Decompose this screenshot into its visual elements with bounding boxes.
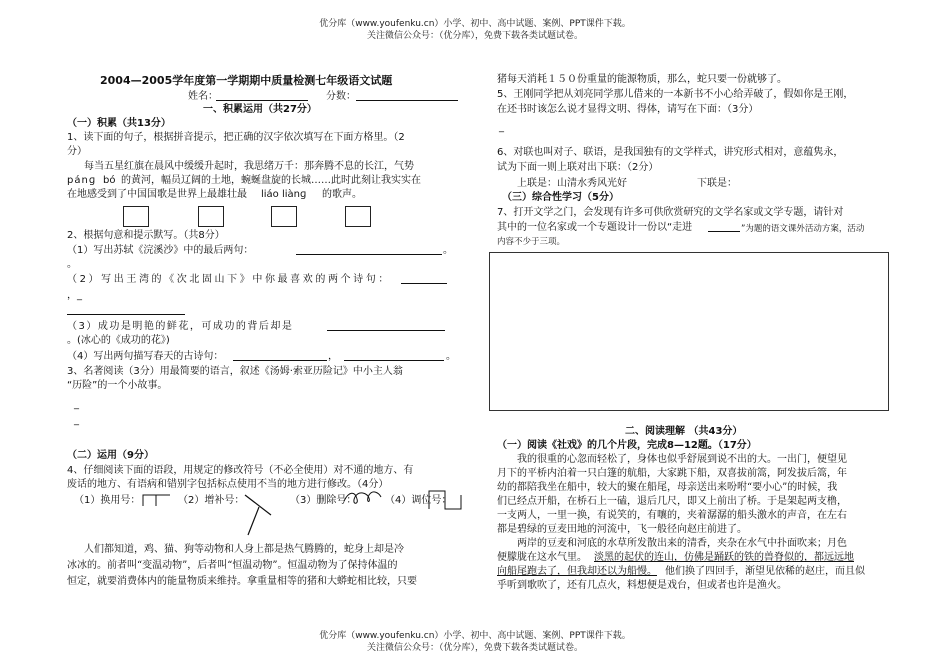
q5-answer-line[interactable]: _ <box>499 122 504 133</box>
question-4-cont: 废话的地方、有语病和错别字包括标点使用不当的地方进行修改。（4分） <box>67 479 389 490</box>
question-5: 5、王刚同学把从刘亮同学那儿借来的一本新书不小心给弄破了，假如你是王刚， <box>497 89 854 100</box>
passage-2-line-3b: 他们换了四回手，渐望见依稀的赵庄，而且似 <box>665 566 865 577</box>
question-2-2: （2）写出王湾的《次北固山下》中你最喜欢的两个诗句： <box>67 274 391 285</box>
insert-mark-icon <box>243 493 275 537</box>
q4-passage-line-4: 猪每天消耗１５０份重量的能源物质，那么，蛇只要一份就够了。 <box>497 74 787 85</box>
answer-box-3[interactable] <box>271 206 297 227</box>
part-1-heading: （一）积累（共13分） <box>67 118 171 129</box>
symbol-insert-label: （2）增补号： <box>178 495 245 506</box>
score-field[interactable] <box>356 89 458 101</box>
question-5-cont: 在还书时该怎么说才显得文明、得体，请写在下面：（3分） <box>497 104 759 115</box>
replace-mark-icon <box>142 493 172 507</box>
symbol-transpose-label: （4）调位号： <box>385 495 452 506</box>
question-7-cont: 其中的一位名家或一个专题设计一份以“走进 <box>497 222 693 233</box>
question-1: 1、读下面的句子，根据拼音提示，把正确的汉字依次填写在下面方格里。（2 <box>67 132 405 143</box>
name-label: 姓名： <box>188 91 218 102</box>
q2-4-answer-field-1[interactable] <box>233 349 327 361</box>
answer-box-1[interactable] <box>123 206 149 227</box>
question-6: 6、对联也叫对子、联语，是我国独有的文学样式，讲究形式相对，意蕴隽永， <box>497 147 844 158</box>
question-2-4: （4）写出两句描写春天的古诗句： <box>67 351 224 362</box>
footer-line-2: 关注微信公众号：（优分库），免费下载各类试题试卷。 <box>366 643 583 653</box>
q2-2-comma: ，_ <box>67 290 82 301</box>
question-2-3-source: 。(冰心的《成功的花》) <box>67 335 170 346</box>
q3-answer-line-2[interactable]: _ <box>74 415 79 426</box>
passage-1-line-3: 幼的都陪我坐在船中，较大的聚在船尾，母亲送出来吩咐“要小心”的时候，我 <box>497 482 838 493</box>
q2-2-answer-field-1[interactable] <box>401 272 447 284</box>
part-2-heading: （二）运用（9分） <box>67 450 154 461</box>
passage-2-underlined-1: 淡黑的起伏的连山，仿佛是踊跃的铁的兽脊似的，都远远地 <box>594 552 854 563</box>
q4-passage-line-1: 人们都知道，鸡、猫、狗等动物和人身上都是热气腾腾的，蛇身上却是冷 <box>84 544 404 555</box>
section-2-heading: 二、阅读理解 （共43分） <box>625 426 743 437</box>
part-4-heading: （一）阅读《社戏》的几个片段，完成8—12题。（17分） <box>497 440 757 451</box>
passage-1-line-5: 一支两人，一里一换，有说笑的，有嚷的，夹着潺潺的船头激水的声音，在左右 <box>497 510 847 521</box>
q4-passage-line-3: 恒定，就要消费体内的能量物质来维持。拿重量相等的猪和大蟒蛇相比较，只要 <box>67 576 417 587</box>
q1-passage-line-2: 的黄河，幅员辽阔的土地，蜿蜒盘旋的长城……此时此刻让我实实在 <box>121 175 421 186</box>
q1-passage-line-3b: 的歌声。 <box>322 189 362 200</box>
answer-box-2[interactable] <box>198 206 224 227</box>
question-7-cont-2: ”为题的语文课外活动方案，活动 <box>741 224 865 234</box>
passage-2-line-2a: 便朦胧在这水气里。 <box>497 552 587 563</box>
question-2-3: （3）成功是明艳的鲜花，可成功的背后却是 <box>67 321 294 332</box>
question-2-1: （1）写出苏轼《浣溪沙》中的最后两句： <box>67 245 254 256</box>
q1-pinyin-liaoliang: liáo liànɡ <box>261 189 307 200</box>
delete-mark-icon <box>343 489 383 507</box>
question-6-cont: 试为下面一则上联对出下联：（2分） <box>497 162 659 173</box>
passage-2-line-1: 两岸的豆麦和河底的水草所发散出来的清香，夹杂在水气中扑面吹来；月色 <box>517 538 847 549</box>
footer-line-1: 优分库（www.youfenku.cn）小学、初中、高中试题、案例、PPT课件下载。 <box>319 631 631 641</box>
header-line-2: 关注微信公众号：（优分库），免费下载各类试题试卷。 <box>366 31 583 41</box>
q2-4-period: 。 <box>446 351 456 362</box>
q2-1-period-2: 。 <box>67 259 77 270</box>
q1-passage-line-3a: 在地感受到了中国国歌是世界上最雄壮最 <box>67 189 247 200</box>
lower-couplet-label: 下联是： <box>697 178 737 189</box>
answer-box-4[interactable] <box>345 206 371 227</box>
q2-1-answer-field[interactable] <box>296 243 442 255</box>
passage-1-line-4: 们已经点开船，在桥石上一磕，退后几尺，即又上前出了桥。于是架起两支橹， <box>497 496 847 507</box>
passage-1-line-2: 月下的平桥内泊着一只白篷的航船，大家跳下船，双喜拔前篙，阿发拔后篙，年 <box>497 468 847 479</box>
activity-plan-answer-box[interactable] <box>489 252 889 411</box>
passage-2-line-4: 乎听到歌吹了，还有几点火，料想便是戏台，但或者也许是渔火。 <box>497 580 787 591</box>
question-2: 2、根据句意和提示默写。（共8分） <box>67 230 225 241</box>
upper-couplet: 上联是：山清水秀风光好 <box>517 178 627 189</box>
question-7: 7、打开文学之门，会发现有许多可供欣赏研究的文学名家或文学专题，请针对 <box>497 207 844 218</box>
passage-2-underlined-2: 向船尾跑去了，但我却还以为船慢。 <box>497 566 657 577</box>
q1-passage-line-1: 每当五星红旗在晨风中缓缓升起时，我思绪万千：那奔腾不息的长江，气势 <box>84 161 414 172</box>
question-7-cont-3: 内容不少于三项。 <box>497 237 566 247</box>
score-label: 分数： <box>326 91 356 102</box>
name-field[interactable] <box>216 89 308 101</box>
symbol-replace-label: （1）换用号： <box>74 495 141 506</box>
q2-3-answer-field[interactable] <box>327 319 445 331</box>
exam-title: 2004—2005学年度第一学期期中质量检测七年级语文试题 <box>100 74 393 87</box>
q1-pinyin-pang: pánɡ <box>67 175 97 186</box>
q4-passage-line-2: 冰冰的。前者叫“变温动物”，后者叫“恒温动物”。恒温动物为了保持体温的 <box>67 560 398 571</box>
passage-1-line-1: 我的很重的心忽而轻松了，身体也似乎舒展到说不出的大。一出门，便望见 <box>517 454 847 465</box>
symbol-delete-label: （3）删除号： <box>290 495 357 506</box>
part-3-heading: （三）综合性学习（5分） <box>502 192 619 203</box>
q2-4-answer-field-2[interactable] <box>344 349 444 361</box>
q3-answer-line-1[interactable]: _ <box>74 399 79 410</box>
passage-1-line-6: 都是碧绿的豆麦田地的河流中，飞一般径向赵庄前进了。 <box>497 524 747 535</box>
q2-1-period: 。 <box>443 245 453 256</box>
question-1-cont: 分） <box>67 146 87 157</box>
header-line-1: 优分库（www.youfenku.cn）小学、初中、高中试题、案例、PPT课件下载。 <box>319 19 631 29</box>
transpose-mark-icon <box>427 489 463 511</box>
q2-4-comma: ， <box>328 351 338 362</box>
q2-2-answer-field-2[interactable] <box>67 303 185 315</box>
question-3: 3、名著阅读（3分）用最简要的语言，叙述《汤姆·索亚历险记》中小主人翁 <box>67 366 403 377</box>
question-3-cont: “历险”的一个小故事。 <box>67 380 168 391</box>
q7-topic-field[interactable] <box>708 220 740 232</box>
section-1-heading: 一、积累运用（共27分） <box>203 104 317 115</box>
question-4: 4、仔细阅读下面的语段，用规定的修改符号（不必全使用）对不通的地方、有 <box>67 465 414 476</box>
q1-pinyin-bo: bó <box>103 175 116 186</box>
